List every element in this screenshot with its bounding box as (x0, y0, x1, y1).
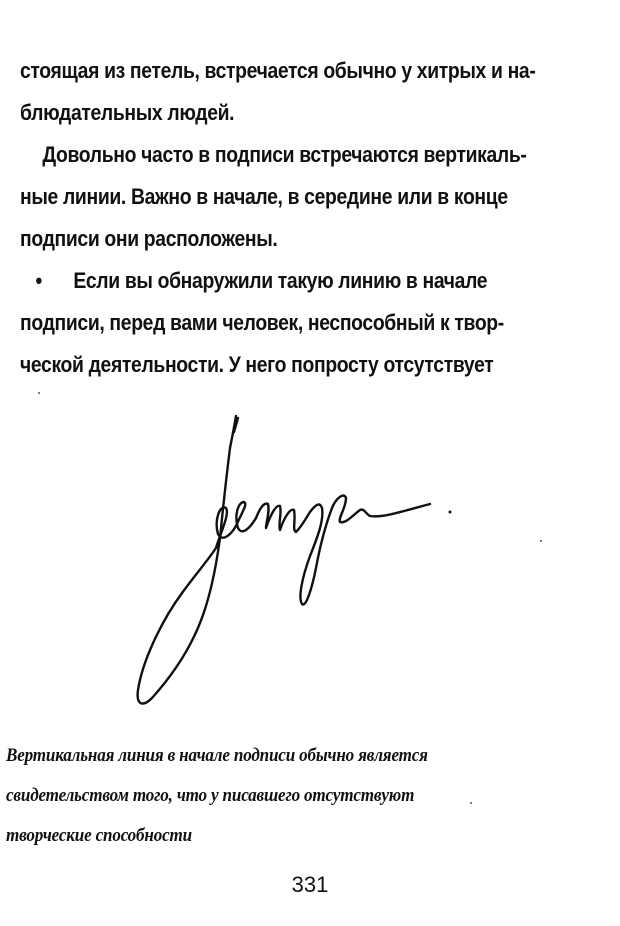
figure-caption (6, 736, 546, 856)
text-line: ные линии. Важно в начале, в середине или в конце (20, 184, 508, 209)
page-number: 331 (291, 872, 329, 897)
paper-speck (38, 392, 40, 394)
caption-line: Вертикальная линия в начале подписи обычно является (6, 745, 428, 766)
text-line: подписи они расположены. (20, 226, 278, 251)
text-line: блюдательных людей. (20, 100, 235, 125)
signature-illustration (130, 408, 470, 718)
body-text (20, 50, 536, 386)
text-line: стоящая из петель, встречается обычно у хитрых и на- (20, 58, 536, 83)
text-line: Если вы обнаружили такую линию в начале (73, 268, 488, 293)
text-line: ческой деятельности. У него попросту отсутствует (20, 352, 494, 377)
text-line: Довольно часто в подписи встречаются вертикаль- (42, 142, 527, 167)
paper-speck (470, 802, 472, 804)
caption-line: свидетельством того, что у писавшего отсутствуют (6, 785, 415, 806)
caption-line: творческие способности (6, 825, 192, 846)
bullet-item (20, 260, 502, 302)
text-line: подписи, перед вами человек, неспособный к твор- (20, 310, 504, 335)
paper-speck (540, 540, 542, 542)
bullet-icon: • (35, 268, 42, 293)
